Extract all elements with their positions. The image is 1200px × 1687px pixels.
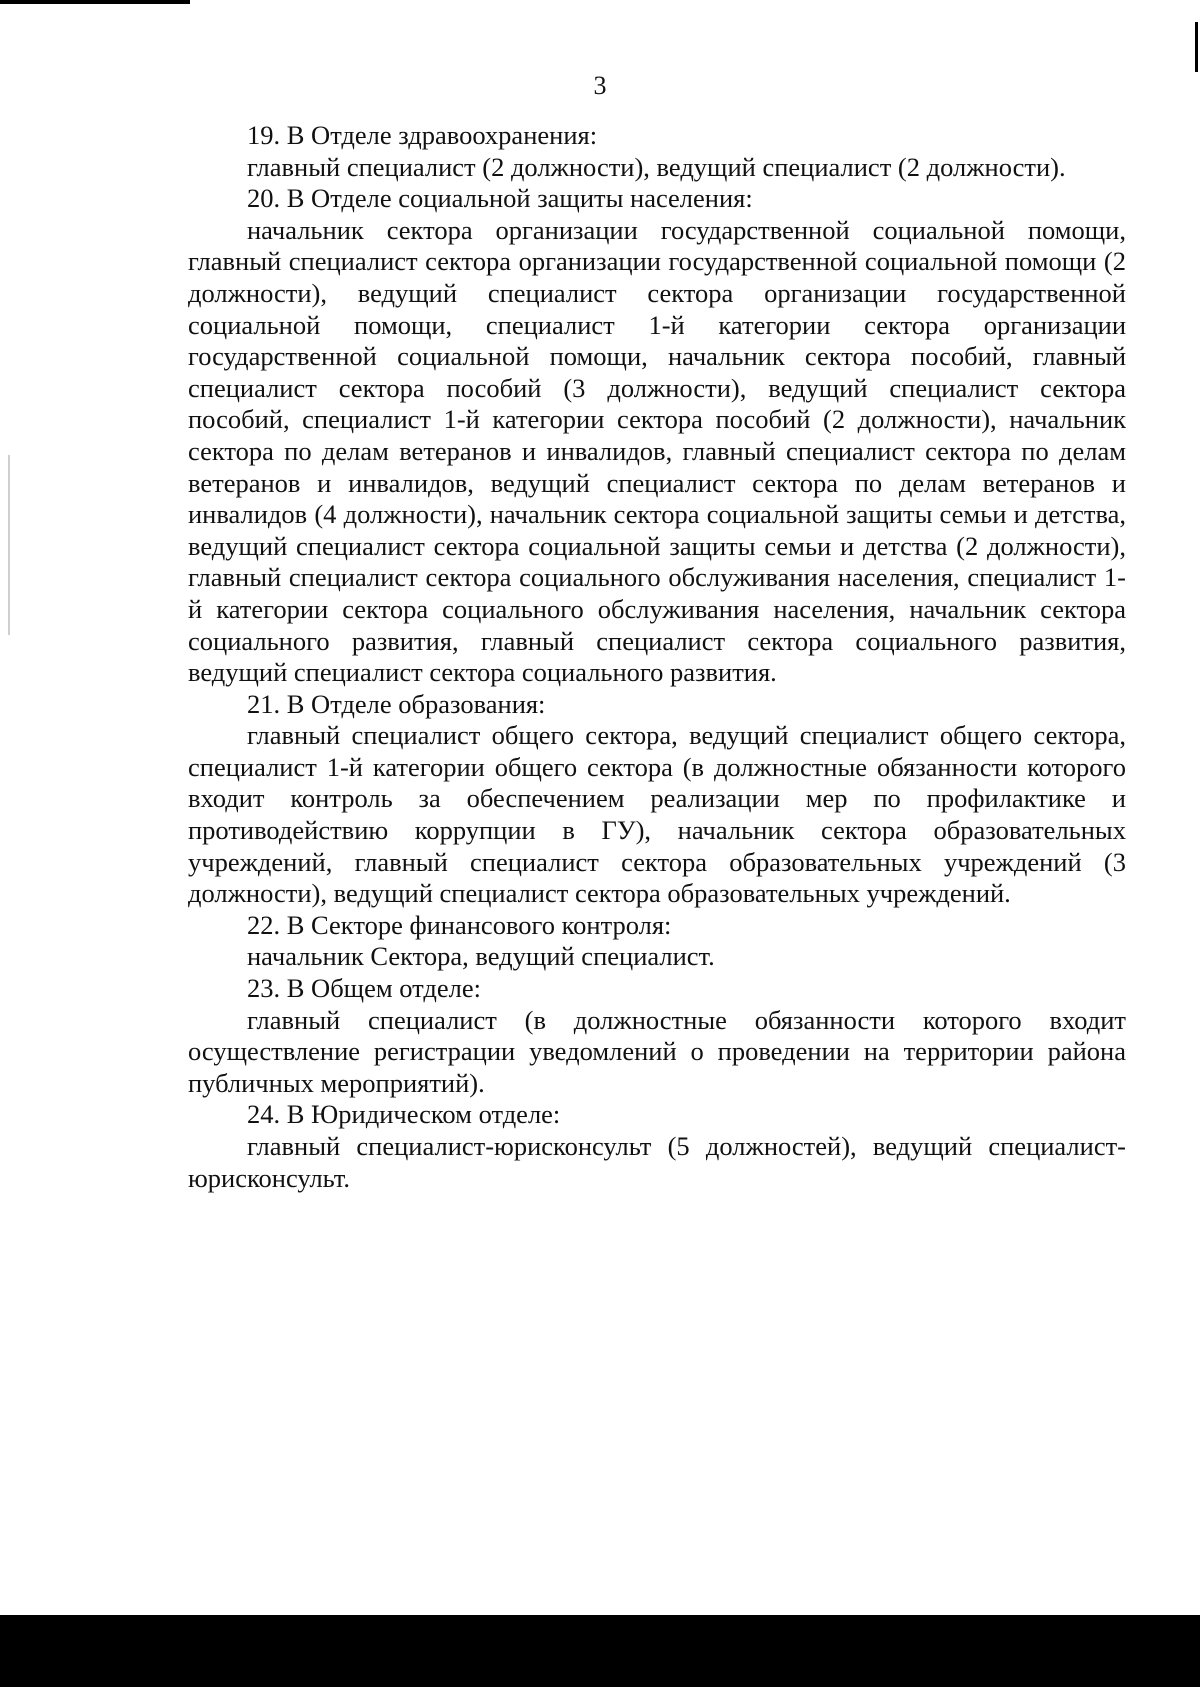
- section-19: [188, 120, 1126, 183]
- section-heading: 19. В Отделе здравоохранения:: [247, 120, 598, 150]
- section-24: [188, 1099, 1126, 1194]
- page-number: 3: [593, 71, 607, 100]
- scan-edge-mark-right: [1195, 22, 1198, 72]
- section-text: главный специалист (в должностные обязанности которого входит осуществление регистрации уведомлений о проведении на территории района публичных мероприятий).: [188, 1004, 1126, 1098]
- document-body: [188, 120, 1126, 1194]
- section-text: начальник Сектора, ведущий специалист.: [247, 941, 715, 972]
- section-heading: 24. В Юридическом отделе:: [247, 1099, 561, 1130]
- section-heading: 23. В Общем отделе:: [247, 973, 481, 1004]
- scan-edge-band-bottom: [0, 1615, 1200, 1687]
- scan-edge-mark-left: [8, 455, 10, 635]
- section-heading: 21. В Отделе образования:: [247, 688, 546, 719]
- section-text: главный специалист общего сектора, ведущий специалист общего сектора, специалист 1-й категории общего сектора (в должностные обязанности которого входит контроль за обеспечением реализации мер по профилактике и противодействию коррупции в ГУ), начальник сектора образовательных учреждений, главный специалист сектора образовательных учреждений (3 должности), ведущий специалист сектора образовательных учреждений.: [188, 720, 1126, 909]
- section-20: [188, 183, 1126, 689]
- section-heading: 22. В Секторе финансового контроля:: [247, 909, 672, 940]
- section-21: [188, 689, 1126, 910]
- section-22: [188, 910, 1126, 973]
- section-text: начальник сектора организации государственной социальной помощи, главный специалист сектора организации государственной социальной помощи (2 должности), ведущий специалист сектора организации государственной социальной помощи, специалист 1-й категории сектора организации государственной социальной помощи, начальник сектора пособий, главный специалист сектора пособий (3 должности), ведущий специалист сектора пособий, специалист 1-й категории сектора пособий (2 должности), начальник сектора по делам ветеранов и инвалидов, главный специалист сектора по делам ветеранов и инвалидов, ведущий специалист сектора по делам ветеранов и инвалидов (4 должности), начальник сектора социальной защиты семьи и детства, ведущий специалист сектора социальной защиты семьи и детства (2 должности), главный специалист сектора социального обслуживания населения, специалист 1-й категории сектора социального обслуживания населения, начальник сектора социального развития, главный специалист сектора социального развития, ведущий специалист сектора социального развития.: [188, 214, 1126, 688]
- section-heading: 20. В Отделе социальной защиты населения:: [247, 183, 753, 214]
- scan-edge-mark-top: [0, 0, 190, 4]
- section-text: главный специалист-юрисконсульт (5 должностей), ведущий специалист-юрисконсульт.: [188, 1131, 1126, 1193]
- section-23: [188, 973, 1126, 1099]
- section-text: главный специалист (2 должности), ведущий специалист (2 должности).: [247, 151, 1066, 182]
